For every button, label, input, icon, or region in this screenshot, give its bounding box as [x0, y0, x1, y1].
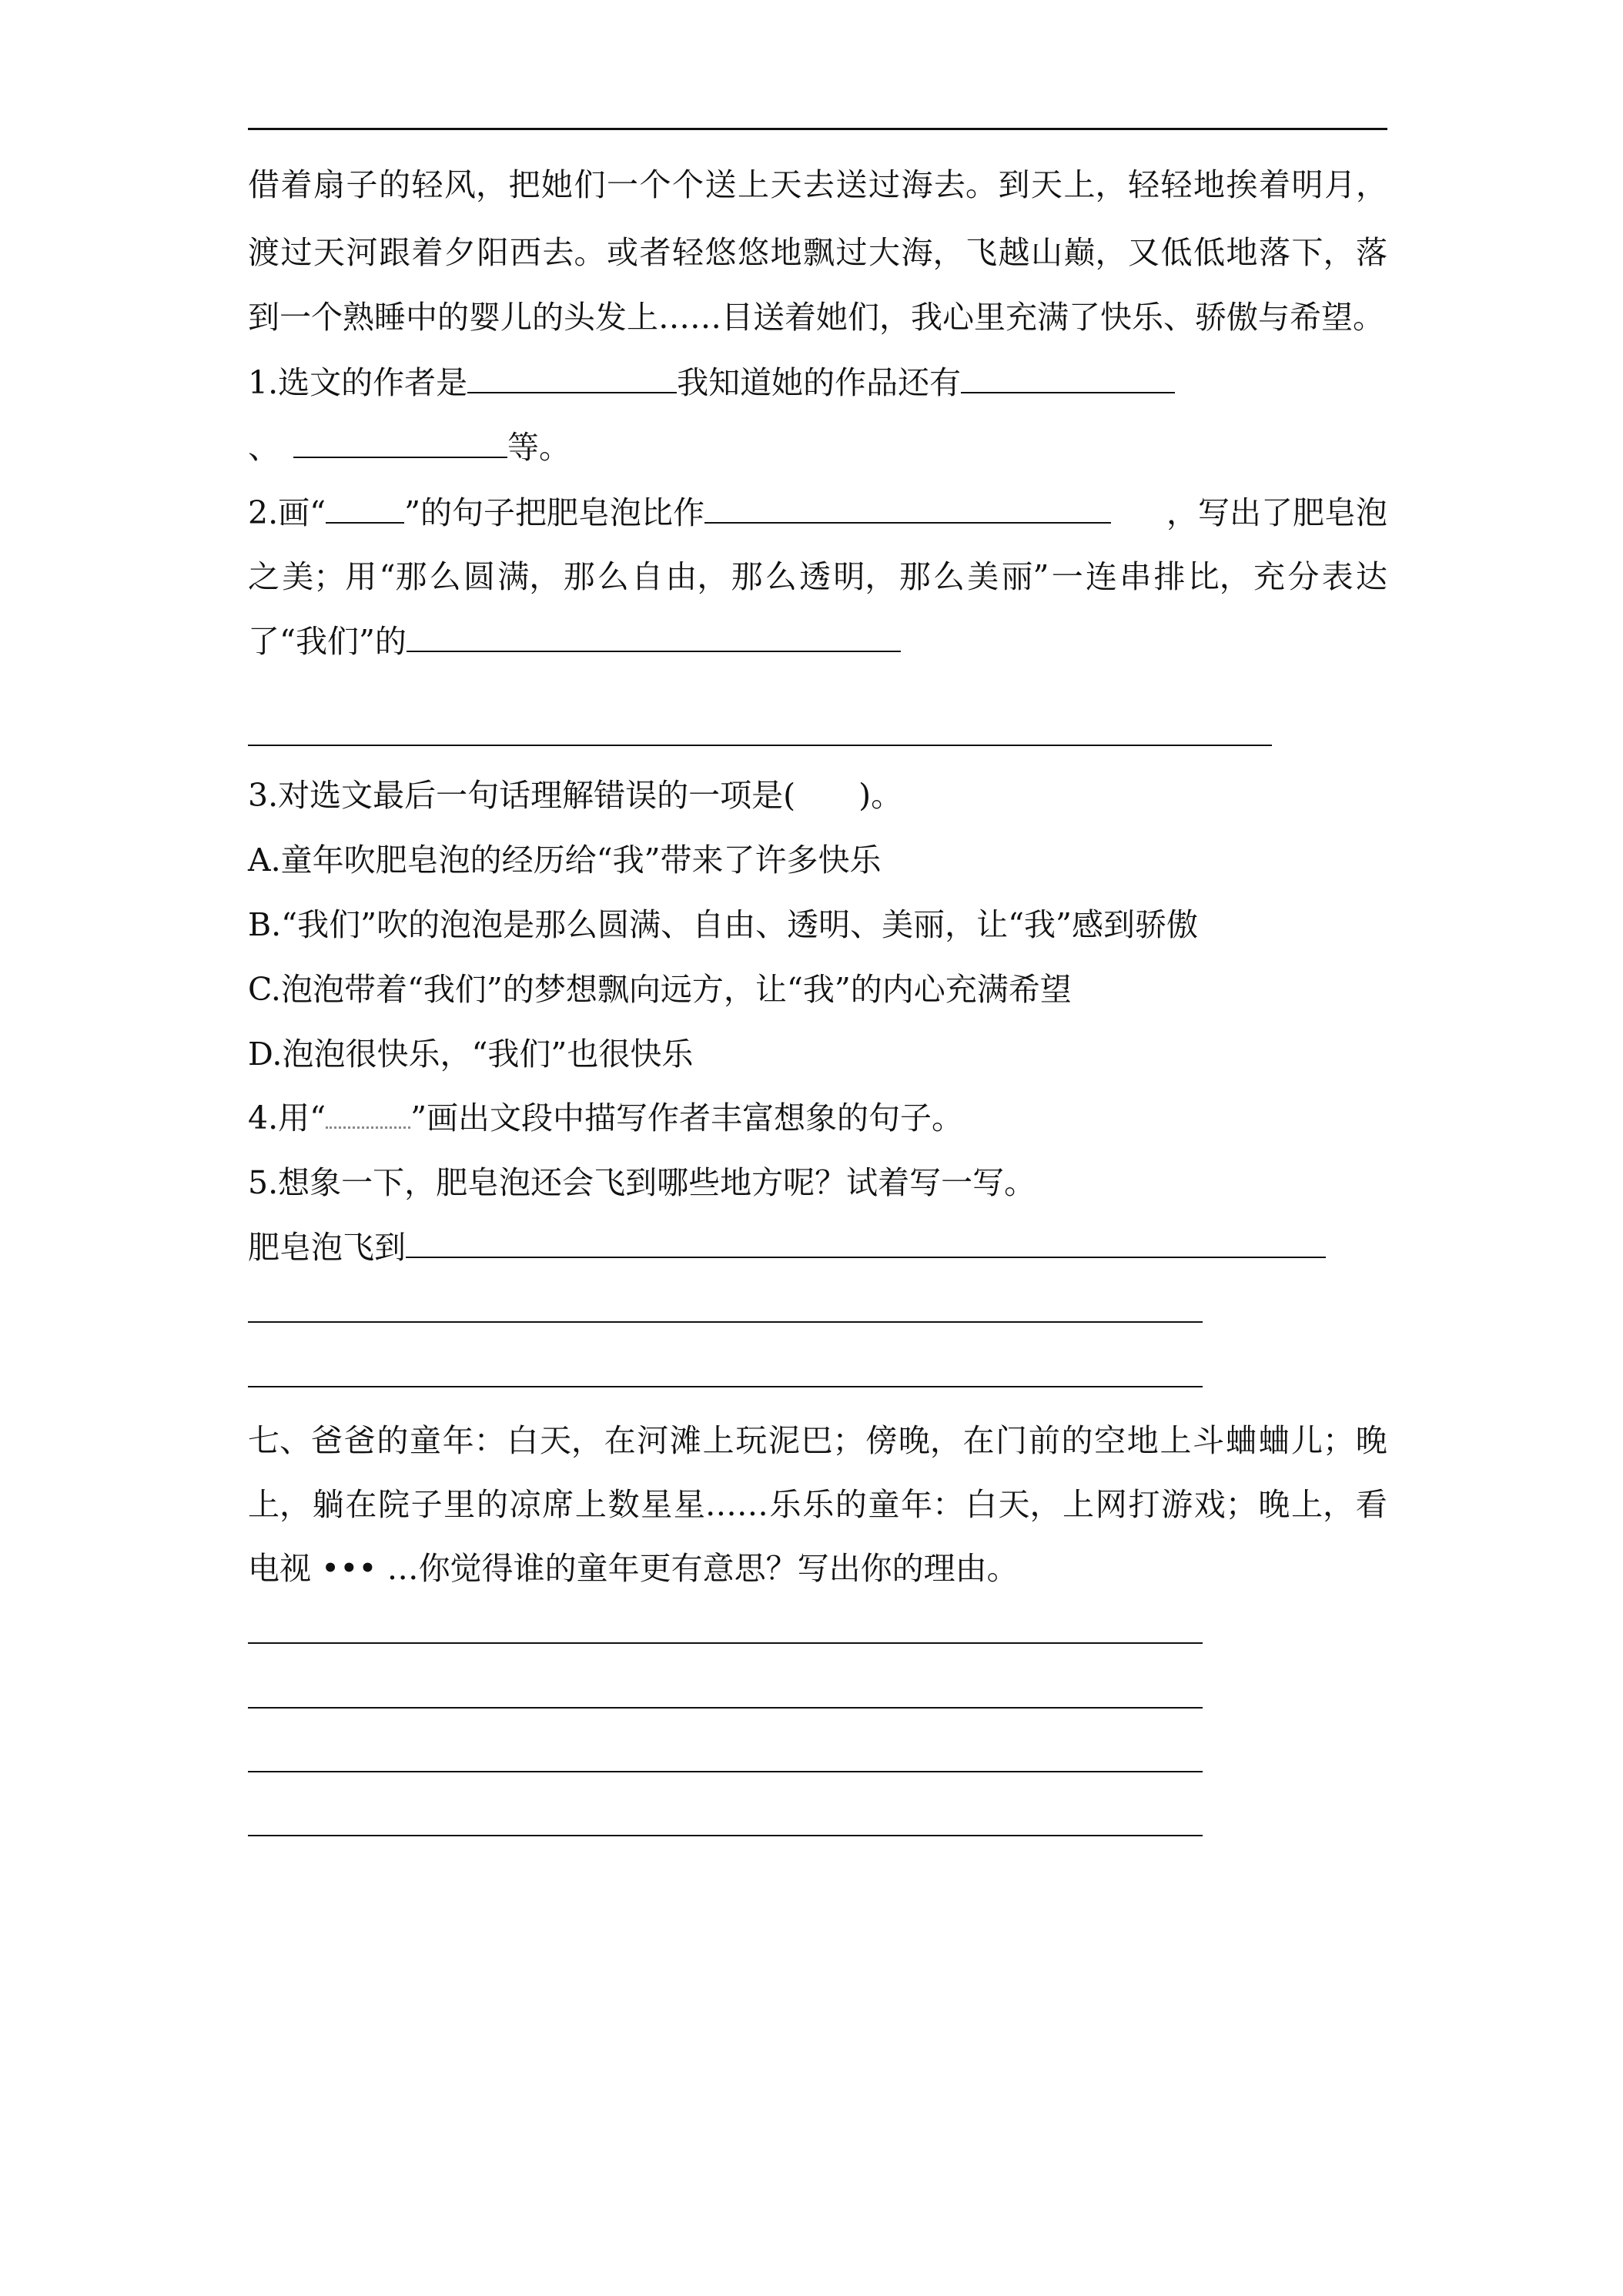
question-7-line-1-chunk: 空	[1094, 1422, 1126, 1459]
passage-line-1-chunk: 的	[379, 166, 410, 203]
comparison-answer-blank[interactable]	[704, 487, 1111, 524]
passage-line-2-chunk: 跟	[379, 234, 410, 271]
passage-line-2-chunk: 过	[280, 234, 313, 271]
question-2-line-2-chunk: 满，	[497, 558, 561, 595]
question-2-line-2-chunk: 那	[899, 558, 931, 595]
question-7-line-2-chunk: 戏；	[1193, 1486, 1257, 1523]
passage-line-2-chunk: 落	[1356, 234, 1387, 271]
question-2-line-2-chunk: 连	[1085, 558, 1117, 595]
question-7-line-2-chunk: 年：	[901, 1486, 965, 1523]
question-2-line-2-chunk: 串	[1119, 558, 1152, 595]
passage-line-1-chunk: 挨	[1226, 166, 1258, 203]
wavy-underline-mark	[326, 1096, 410, 1129]
question-7-line-2-chunk: 游	[1161, 1486, 1193, 1523]
question-2-line-2-chunk: 一	[1051, 558, 1083, 595]
passage-line-1-chunk: 去	[803, 166, 835, 203]
passage-line-1-chunk: 扇	[313, 166, 345, 203]
question-2-line-2-chunk: 透	[799, 558, 832, 595]
question-7-line-2-chunk: 上	[1062, 1486, 1095, 1523]
question-7-line-1-chunk: 七、爸	[248, 1422, 343, 1459]
question-5-answer-line-2[interactable]	[248, 1321, 1203, 1323]
question-2-line-2-chunk: 由，	[665, 558, 729, 595]
passage-line-2-chunk: 低	[1160, 234, 1193, 271]
passage-line-2-chunk: 着	[411, 234, 443, 271]
question-2-line-2-chunk: 美	[967, 558, 999, 595]
passage-line-1-chunk: 天	[1031, 166, 1062, 203]
question-7-line-2-chunk: 上	[574, 1486, 607, 1523]
question-2-line-2-chunk: 美；用	[282, 558, 377, 595]
passage-line-1	[248, 152, 1387, 217]
question-1	[248, 350, 1175, 415]
question-7-line-1-chunk: 在	[604, 1422, 636, 1459]
question-7-line-2-chunk: 看	[1355, 1486, 1387, 1523]
question-2-line-2-chunk: 表	[1321, 558, 1354, 595]
question-7-line-1-chunk: 天，	[539, 1422, 603, 1459]
passage-line-1-chunk: 着	[280, 166, 313, 203]
passage-line-2-chunk: 地	[770, 234, 802, 271]
question-5-answer-blank[interactable]	[406, 1221, 1326, 1258]
passage-line-1-chunk: 地	[1193, 166, 1225, 203]
passage-line-2-chunk: 飞	[965, 234, 997, 271]
passage-line-1-chunk: 海	[901, 166, 933, 203]
question-7-line-1-chunk: 在	[962, 1422, 995, 1459]
passage-line-1-chunk: 月，	[1324, 166, 1387, 203]
question-7-line-2-chunk: 上，	[248, 1486, 311, 1523]
question-7-answer-line-2[interactable]	[248, 1707, 1203, 1709]
question-1-comma: 、	[248, 429, 279, 466]
question-2-line-3	[248, 609, 901, 674]
question-7-line-2-chunk: 数	[607, 1486, 640, 1523]
passage-line-2-chunk: 西	[510, 234, 541, 271]
passage-line-2-chunk: 悠	[704, 234, 737, 271]
question-3-option-a[interactable]: A.童年吹肥皂泡的经历给“我”带来了许多快乐	[248, 842, 882, 879]
question-7-line-1-chunk: 晚，	[898, 1422, 962, 1459]
passage-line-2-chunk: 河	[346, 234, 378, 271]
question-2-a: 2.画“	[248, 494, 326, 531]
question-1-continued	[248, 415, 571, 480]
question-7-answer-line-3[interactable]	[248, 1771, 1203, 1772]
passage-line-1-chunk: 上，	[1063, 166, 1127, 203]
question-2-line-2-chunk: 那	[563, 558, 595, 595]
passage-line-1-chunk: 子	[346, 166, 378, 203]
question-7-line-3: 电视 ••• …你觉得谁的童年更有意思？写出你的理由。	[248, 1550, 1019, 1587]
passage-line-1-chunk: 把	[508, 166, 540, 203]
passage-line-2-chunk: 巅，	[1063, 234, 1127, 271]
question-7-line-2-chunk: 打	[1128, 1486, 1160, 1523]
passage-line-2-chunk: 天	[313, 234, 345, 271]
question-7-line-2-chunk: 网	[1095, 1486, 1127, 1523]
question-7-answer-line-4[interactable]	[248, 1835, 1203, 1836]
question-2-answer-line[interactable]	[248, 745, 1272, 746]
question-7-line-2-chunk: 里	[443, 1486, 476, 1523]
question-7-line-2-chunk: 白	[965, 1486, 997, 1523]
passage-line-1-chunk: 借	[248, 166, 279, 203]
passage-line-2-chunk: 大	[868, 234, 900, 271]
question-7-line-2-chunk: 天，	[998, 1486, 1062, 1523]
passage-line-1-chunk: 个	[672, 166, 704, 203]
passage-line-1-chunk: 天	[770, 166, 802, 203]
question-7-answer-line-1[interactable]	[248, 1642, 1203, 1644]
question-7-line-1-chunk: 童	[409, 1422, 441, 1459]
passage-line-1-chunk: 轻	[1160, 166, 1193, 203]
question-7-line-1-chunk: 的	[376, 1422, 409, 1459]
question-2-line-2-chunk: 之	[248, 558, 279, 595]
question-2-line-2-chunk: 自	[631, 558, 664, 595]
passage-line-2-chunk: 地	[1226, 234, 1258, 271]
question-7-line-1-chunk: 年：	[442, 1422, 506, 1459]
passage-line-1-chunk: 送	[704, 166, 737, 203]
passage-line-1-chunk: 们	[574, 166, 606, 203]
question-7-line-2-chunk: 的	[835, 1486, 867, 1523]
passage-line-1-chunk: 过	[868, 166, 900, 203]
question-7-line-1-chunk: 上	[1160, 1422, 1192, 1459]
question-2-line-2-chunk: 么	[429, 558, 461, 595]
question-2-line-2-chunk: 分	[1287, 558, 1320, 595]
passage-line-2-chunk: 或	[607, 234, 638, 271]
question-7-line-2-chunk: 童	[868, 1486, 900, 1523]
question-7-line-1-chunk: 上	[702, 1422, 735, 1459]
question-7-line-1-chunk: 晚	[1355, 1422, 1387, 1459]
works-answer-blank-1[interactable]	[961, 356, 1175, 393]
question-7-line-2-chunk: 凉	[509, 1486, 541, 1523]
question-7-line-1-chunk: 蛐	[1258, 1422, 1290, 1459]
question-2-line-2-chunk: 么	[597, 558, 629, 595]
question-2-line-2-chunk: 么	[765, 558, 797, 595]
question-5-answer-line-3[interactable]	[248, 1386, 1203, 1387]
question-7-line-2	[248, 1472, 1387, 1537]
passage-line-1-chunk: 着	[1259, 166, 1290, 203]
question-7-line-1-chunk: 的	[1061, 1422, 1093, 1459]
question-7-line-2-chunk: 院	[377, 1486, 410, 1523]
passage-line-3: 到一个熟睡中的婴儿的头发上……目送着她们，我心里充满了快乐、骄傲与希望。	[248, 299, 1384, 336]
passage-line-2-chunk: 又	[1128, 234, 1160, 271]
passage-line-2-chunk: 阳	[477, 234, 509, 271]
question-2-line-2-chunk: 丽”	[1001, 558, 1049, 595]
passage-line-2-chunk: 越	[998, 234, 1030, 271]
question-7-line-2-chunk: 席	[542, 1486, 574, 1523]
passage-line-1-chunk: 上	[738, 166, 769, 203]
passage-line-2-chunk: 过	[835, 234, 868, 271]
question-7-line-1-chunk: 地	[1126, 1422, 1159, 1459]
question-2-line-3-prefix: 了“我们”的	[248, 623, 407, 660]
passage-line-1-chunk: 轻	[1128, 166, 1160, 203]
passage-line-2	[248, 220, 1387, 285]
question-7-line-1-chunk: 前	[1028, 1422, 1060, 1459]
question-7-line-2-chunk: 乐	[769, 1486, 801, 1523]
question-2-b: ”的句子把肥皂泡比作	[404, 494, 705, 531]
passage-line-1-chunk: 风，	[444, 166, 507, 203]
works-answer-blank-2[interactable]	[293, 421, 507, 458]
underline-mark-sample	[326, 487, 404, 524]
question-2-c: ，写出了肥皂泡	[1166, 494, 1387, 531]
passage-line-1-chunk: 一	[607, 166, 638, 203]
passage-line-1-chunk: 明	[1291, 166, 1323, 203]
question-3-option-b[interactable]: B.“我们”吹的泡泡是那么圆满、自由、透明、美丽，让“我”感到骄傲	[248, 906, 1199, 943]
question-3-option-d[interactable]: D.泡泡很快乐，“我们”也很快乐	[248, 1036, 694, 1073]
question-3-option-c[interactable]: C.泡泡带着“我们”的梦想飘向远方，让“我”的内心充满希望	[248, 971, 1072, 1008]
question-4-a: 4.用“	[248, 1099, 326, 1136]
passage-line-1-chunk: 到	[998, 166, 1030, 203]
passage-line-1-chunk: 轻	[411, 166, 443, 203]
question-5-answer-prefix: 肥皂泡飞到	[248, 1229, 406, 1266]
question-7-line-2-chunk: 躺	[312, 1486, 344, 1523]
question-5-stem: 5.想象一下，肥皂泡还会飞到哪些地方呢？试着写一写。	[248, 1164, 1036, 1201]
passage-line-2-chunk: 悠	[738, 234, 769, 271]
passage-line-2-chunk: 山	[1031, 234, 1062, 271]
question-7-line-1-chunk: 儿；	[1291, 1422, 1355, 1459]
question-2-line-2-chunk: 么	[932, 558, 965, 595]
question-1-prefix: 1.选文的作者是	[248, 364, 468, 401]
question-7-line-1-chunk: 河	[637, 1422, 669, 1459]
question-7-line-1-chunk: 白	[507, 1422, 539, 1459]
question-2-line-2-chunk: “那	[379, 558, 427, 595]
question-7-line-2-chunk: 晚	[1258, 1486, 1290, 1523]
question-1-middle: 我知道她的作品还有	[677, 364, 962, 401]
question-7-line-1-chunk: 玩	[735, 1422, 768, 1459]
question-3-stem: 3.对选文最后一句话理解错误的一项是( )。	[248, 777, 903, 814]
feeling-answer-blank[interactable]	[407, 615, 901, 652]
question-7-line-2-chunk: 乐	[802, 1486, 835, 1523]
question-7-line-2-chunk: 上，	[1291, 1486, 1355, 1523]
question-2-line-2-chunk: 那	[731, 558, 763, 595]
question-7-line-1-chunk: 泥	[768, 1422, 800, 1459]
question-7-line-1-chunk: 蛐	[1225, 1422, 1257, 1459]
question-7-line-2-chunk: 子	[410, 1486, 443, 1523]
question-2-line-2-chunk: 充	[1253, 558, 1286, 595]
question-1-suffix: 等。	[507, 429, 571, 466]
question-2	[248, 480, 1387, 545]
passage-line-1-chunk: 送	[835, 166, 868, 203]
question-7-line-1-chunk: 门	[996, 1422, 1028, 1459]
question-2-line-2-chunk: 达	[1355, 558, 1387, 595]
passage-line-1-chunk: 个	[639, 166, 671, 203]
question-5-answer	[248, 1215, 1326, 1280]
passage-line-2-chunk: 下，	[1291, 234, 1355, 271]
question-4	[248, 1086, 963, 1150]
passage-line-2-chunk: 轻	[672, 234, 704, 271]
question-7-line-2-chunk: 在	[345, 1486, 377, 1523]
passage-line-2-chunk: 飘	[803, 234, 835, 271]
passage-line-1-chunk: 她	[541, 166, 573, 203]
question-7-line-1-chunk: 滩	[669, 1422, 701, 1459]
question-2-line-2-chunk: 明，	[833, 558, 897, 595]
question-7-line-2-chunk: 星……	[673, 1486, 768, 1523]
question-2-line-2-chunk: 比，	[1187, 558, 1251, 595]
question-4-b: ”画出文段中描写作者丰富想象的句子。	[410, 1099, 964, 1136]
question-2-line-2-chunk: 圆	[463, 558, 496, 595]
passage-line-2-chunk: 落	[1259, 234, 1290, 271]
question-7-line-1-chunk: 爸	[343, 1422, 376, 1459]
passage-line-1-chunk: 去。	[934, 166, 997, 203]
question-7-line-1	[248, 1408, 1387, 1473]
passage-line-2-chunk: 去。	[542, 234, 606, 271]
question-7-line-1-chunk: 傍	[865, 1422, 898, 1459]
question-7-line-2-chunk: 的	[476, 1486, 508, 1523]
passage-line-2-chunk: 海，	[901, 234, 965, 271]
question-7-line-2-chunk: 星	[641, 1486, 673, 1523]
question-7-line-1-chunk: 斗	[1193, 1422, 1225, 1459]
passage-line-2-chunk: 夕	[444, 234, 476, 271]
passage-line-2-chunk: 渡	[248, 234, 279, 271]
passage-line-2-chunk: 低	[1193, 234, 1225, 271]
header-rule	[248, 128, 1387, 130]
passage-line-2-chunk: 者	[639, 234, 671, 271]
question-2-line-2-chunk: 排	[1153, 558, 1186, 595]
question-2-line-2	[248, 544, 1387, 609]
author-answer-blank[interactable]	[467, 356, 677, 393]
question-7-line-1-chunk: 巴；	[801, 1422, 865, 1459]
